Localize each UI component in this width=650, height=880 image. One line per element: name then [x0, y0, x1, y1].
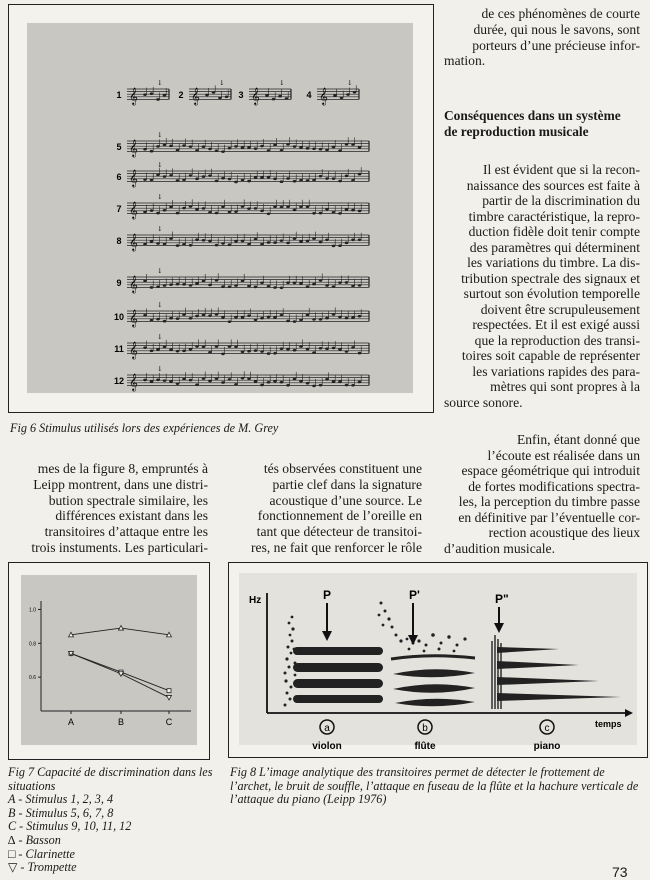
text-line: mation.: [444, 53, 486, 69]
text-line: Il est évident que si la recon-: [482, 162, 640, 177]
arrow-down-icon: ↓: [157, 267, 163, 275]
arrow-down-icon: ↓: [157, 79, 163, 87]
text-line: des paramètres qui déterminent: [469, 239, 640, 255]
fig8-caption: Fig 8 L’image analytique des transitoires permet de détecter le frottement de l’archet, le bruit de souffle, l’attaque en fuseau de la flûte et la hachure verticale de l’attaque du piano (Leipp 1976): [230, 765, 639, 807]
text-line: rection acoustique des lieux: [488, 525, 640, 540]
staff-number: 4: [306, 90, 312, 100]
fig7-chart: [9, 563, 209, 759]
music-staff: [114, 333, 369, 359]
text-line: transitoires d’attaque entre les: [44, 524, 208, 540]
arrow-down-icon: ↓: [157, 225, 163, 233]
col-mid-text: [226, 461, 422, 556]
text-line: acoustique d’une source. Le: [269, 492, 422, 508]
marker-p-second: P": [495, 592, 509, 606]
arrow-down-icon: ↓: [157, 365, 163, 373]
text-line: durée, qui nous le savons, sont: [473, 21, 640, 37]
fig8-y-axis-label: Hz: [249, 595, 262, 606]
label-flute: flûte: [414, 741, 436, 752]
treble-clef-icon: 𝄞: [129, 233, 138, 251]
circle-c-letter: c: [544, 723, 550, 734]
text-line: naissance des sources est faite à: [466, 177, 640, 193]
text-line: tant que détecteur de transitoi-: [256, 524, 422, 540]
staff-number: 9: [116, 278, 122, 288]
staff-number: 1: [116, 90, 122, 100]
text-line: les variations rapides des para-: [472, 363, 640, 379]
fig8-x-axis-label: temps: [595, 719, 622, 729]
staff-number: 3: [238, 90, 244, 100]
text-line: Enfin, étant donné que: [516, 432, 640, 447]
text-line: doivent être scrupuleusement: [480, 301, 640, 317]
music-staff: [238, 79, 291, 105]
text-line: que la reproduction des transi-: [474, 332, 640, 348]
col-left-text: [8, 461, 208, 556]
text-line: tés observées constituent une: [263, 461, 422, 476]
music-staff: [116, 193, 369, 219]
fig7-caption-item: B - Stimulus 5, 6, 7, 8: [8, 805, 114, 820]
treble-clef-icon: 𝄞: [191, 87, 200, 105]
arrow-down-icon: ↓: [279, 79, 285, 87]
text-line: l’écoute est réalisée dans un: [487, 447, 640, 463]
page-number: 73: [612, 864, 628, 880]
treble-clef-icon: 𝄞: [129, 373, 138, 391]
music-staff: [116, 79, 169, 105]
circle-a-letter: a: [324, 723, 330, 734]
section-heading: [444, 108, 644, 139]
text-line: partir de la discrimination du: [482, 193, 640, 208]
staff-number: 8: [116, 236, 122, 246]
treble-clef-icon: 𝄞: [129, 341, 138, 359]
arrow-down-icon: ↓: [157, 301, 163, 309]
staff-number: 11: [114, 344, 124, 354]
x-tick-label: C: [165, 717, 173, 727]
circle-b-letter: b: [422, 723, 428, 734]
text-line: partie clef dans la signature: [272, 476, 422, 492]
text-line: fonctionnement de l’oreille en: [257, 508, 422, 524]
text-line: de ces phénomènes de courte: [481, 6, 640, 21]
treble-clef-icon: 𝄞: [129, 139, 138, 157]
staff-number: 10: [113, 312, 125, 322]
text-line: timbre caractéristique, la repro-: [468, 208, 640, 224]
music-staff: [116, 131, 369, 157]
heading-line: Conséquences dans un système: [444, 108, 621, 123]
marker-p-prime: P': [409, 588, 420, 602]
text-line: bution spectrale similaire, les: [48, 492, 208, 508]
x-tick-label: B: [117, 717, 125, 727]
fig7-caption: [8, 766, 220, 875]
label-piano: piano: [533, 741, 561, 752]
text-line: de fortes modifications spectra-: [468, 478, 640, 494]
fig7-caption-item: ∆ - Basson: [8, 832, 61, 847]
y-tick-label: 1.0: [29, 607, 36, 614]
treble-clef-icon: 𝄞: [129, 87, 138, 105]
text-line: en définitive par l’éventuelle cor-: [458, 509, 640, 525]
arrow-down-icon: ↓: [157, 193, 163, 201]
y-tick-label: 0.6: [29, 675, 36, 682]
treble-clef-icon: 𝄞: [251, 87, 260, 105]
music-score: [27, 23, 413, 393]
fig7-frame: [8, 562, 210, 760]
text-line: tribution spectrale des signaux et: [461, 270, 640, 286]
text-line: res, ne fait que renforcer le rôle: [251, 539, 422, 555]
staff-number: 2: [178, 90, 184, 100]
treble-clef-icon: 𝄞: [129, 309, 138, 327]
text-line: les variations du timbre. La dis-: [467, 255, 640, 270]
x-tick-label: A: [67, 717, 75, 727]
music-staff: [116, 267, 369, 293]
text-line: respectées. Et il est exigé aussi: [472, 317, 640, 332]
arrow-down-icon: ↓: [219, 79, 225, 87]
arrow-down-icon: ↓: [157, 131, 163, 139]
text-line: d’audition musicale.: [444, 540, 555, 556]
treble-clef-icon: 𝄞: [129, 275, 138, 293]
fig8-spectrogram: [229, 563, 647, 757]
data-point: [167, 689, 171, 693]
music-staff: [116, 161, 369, 187]
treble-clef-icon: 𝄞: [319, 87, 328, 105]
marker-p: P: [323, 588, 332, 602]
staff-number: 12: [113, 376, 125, 386]
music-staff: [114, 365, 369, 391]
music-staff: [114, 301, 369, 327]
fig7-caption-item: ▽ - Trompette: [8, 860, 77, 875]
text-line: les, la perception du timbre passe: [458, 494, 640, 509]
music-staff: [306, 79, 359, 105]
treble-clef-icon: 𝄞: [129, 169, 138, 187]
text-line: toires soit capable de représenter: [461, 348, 640, 363]
staff-number: 6: [116, 172, 122, 182]
fig6-caption: Fig 6 Stimulus utilisés lors des expériences de M. Grey: [10, 421, 279, 435]
fig7-caption-item: A - Stimulus 1, 2, 3, 4: [8, 792, 114, 807]
fig7-caption-title: Fig 7 Capacité de discrimination dans les situations: [8, 765, 213, 793]
fig8-frame: [228, 562, 648, 758]
label-violon: violon: [312, 741, 342, 752]
fig7-caption-item: C - Stimulus 9, 10, 11, 12: [8, 819, 132, 834]
top-right-text: [444, 6, 640, 69]
staff-number: 7: [116, 204, 122, 214]
section-paragraph-2: [444, 432, 640, 556]
arrow-down-icon: ↓: [347, 79, 353, 87]
text-line: duction fidèle doit tenir compte: [468, 224, 640, 239]
treble-clef-icon: 𝄞: [129, 201, 138, 219]
music-staff: [178, 79, 231, 105]
section-paragraph: [444, 162, 640, 410]
text-line: porteurs d’une précieuse infor-: [472, 37, 640, 53]
text-line: différences existant dans les: [55, 508, 208, 524]
music-staff: [116, 225, 369, 251]
text-line: mes de la figure 8, empruntés à: [37, 461, 208, 476]
fig7-caption-item: □ - Clarinette: [8, 846, 75, 861]
text-line: source sonore.: [444, 394, 523, 410]
arrow-down-icon: ↓: [157, 161, 163, 169]
y-tick-label: 0.8: [29, 641, 36, 648]
fig6-score-panel: [27, 23, 413, 393]
text-line: Leipp montrent, dans une distri-: [33, 476, 208, 492]
text-line: mètres qui sont propres à la: [490, 379, 640, 394]
text-line: espace géométrique qui introduit: [461, 463, 640, 478]
text-line: trois instuments. Les particulari-: [31, 539, 208, 555]
staff-number: 5: [116, 142, 122, 152]
arrow-down-icon: ↓: [157, 333, 163, 341]
heading-line: de reproduction musicale: [444, 123, 589, 139]
fig6-frame: [8, 4, 434, 413]
text-line: surtout son évolution temporelle: [463, 286, 640, 301]
